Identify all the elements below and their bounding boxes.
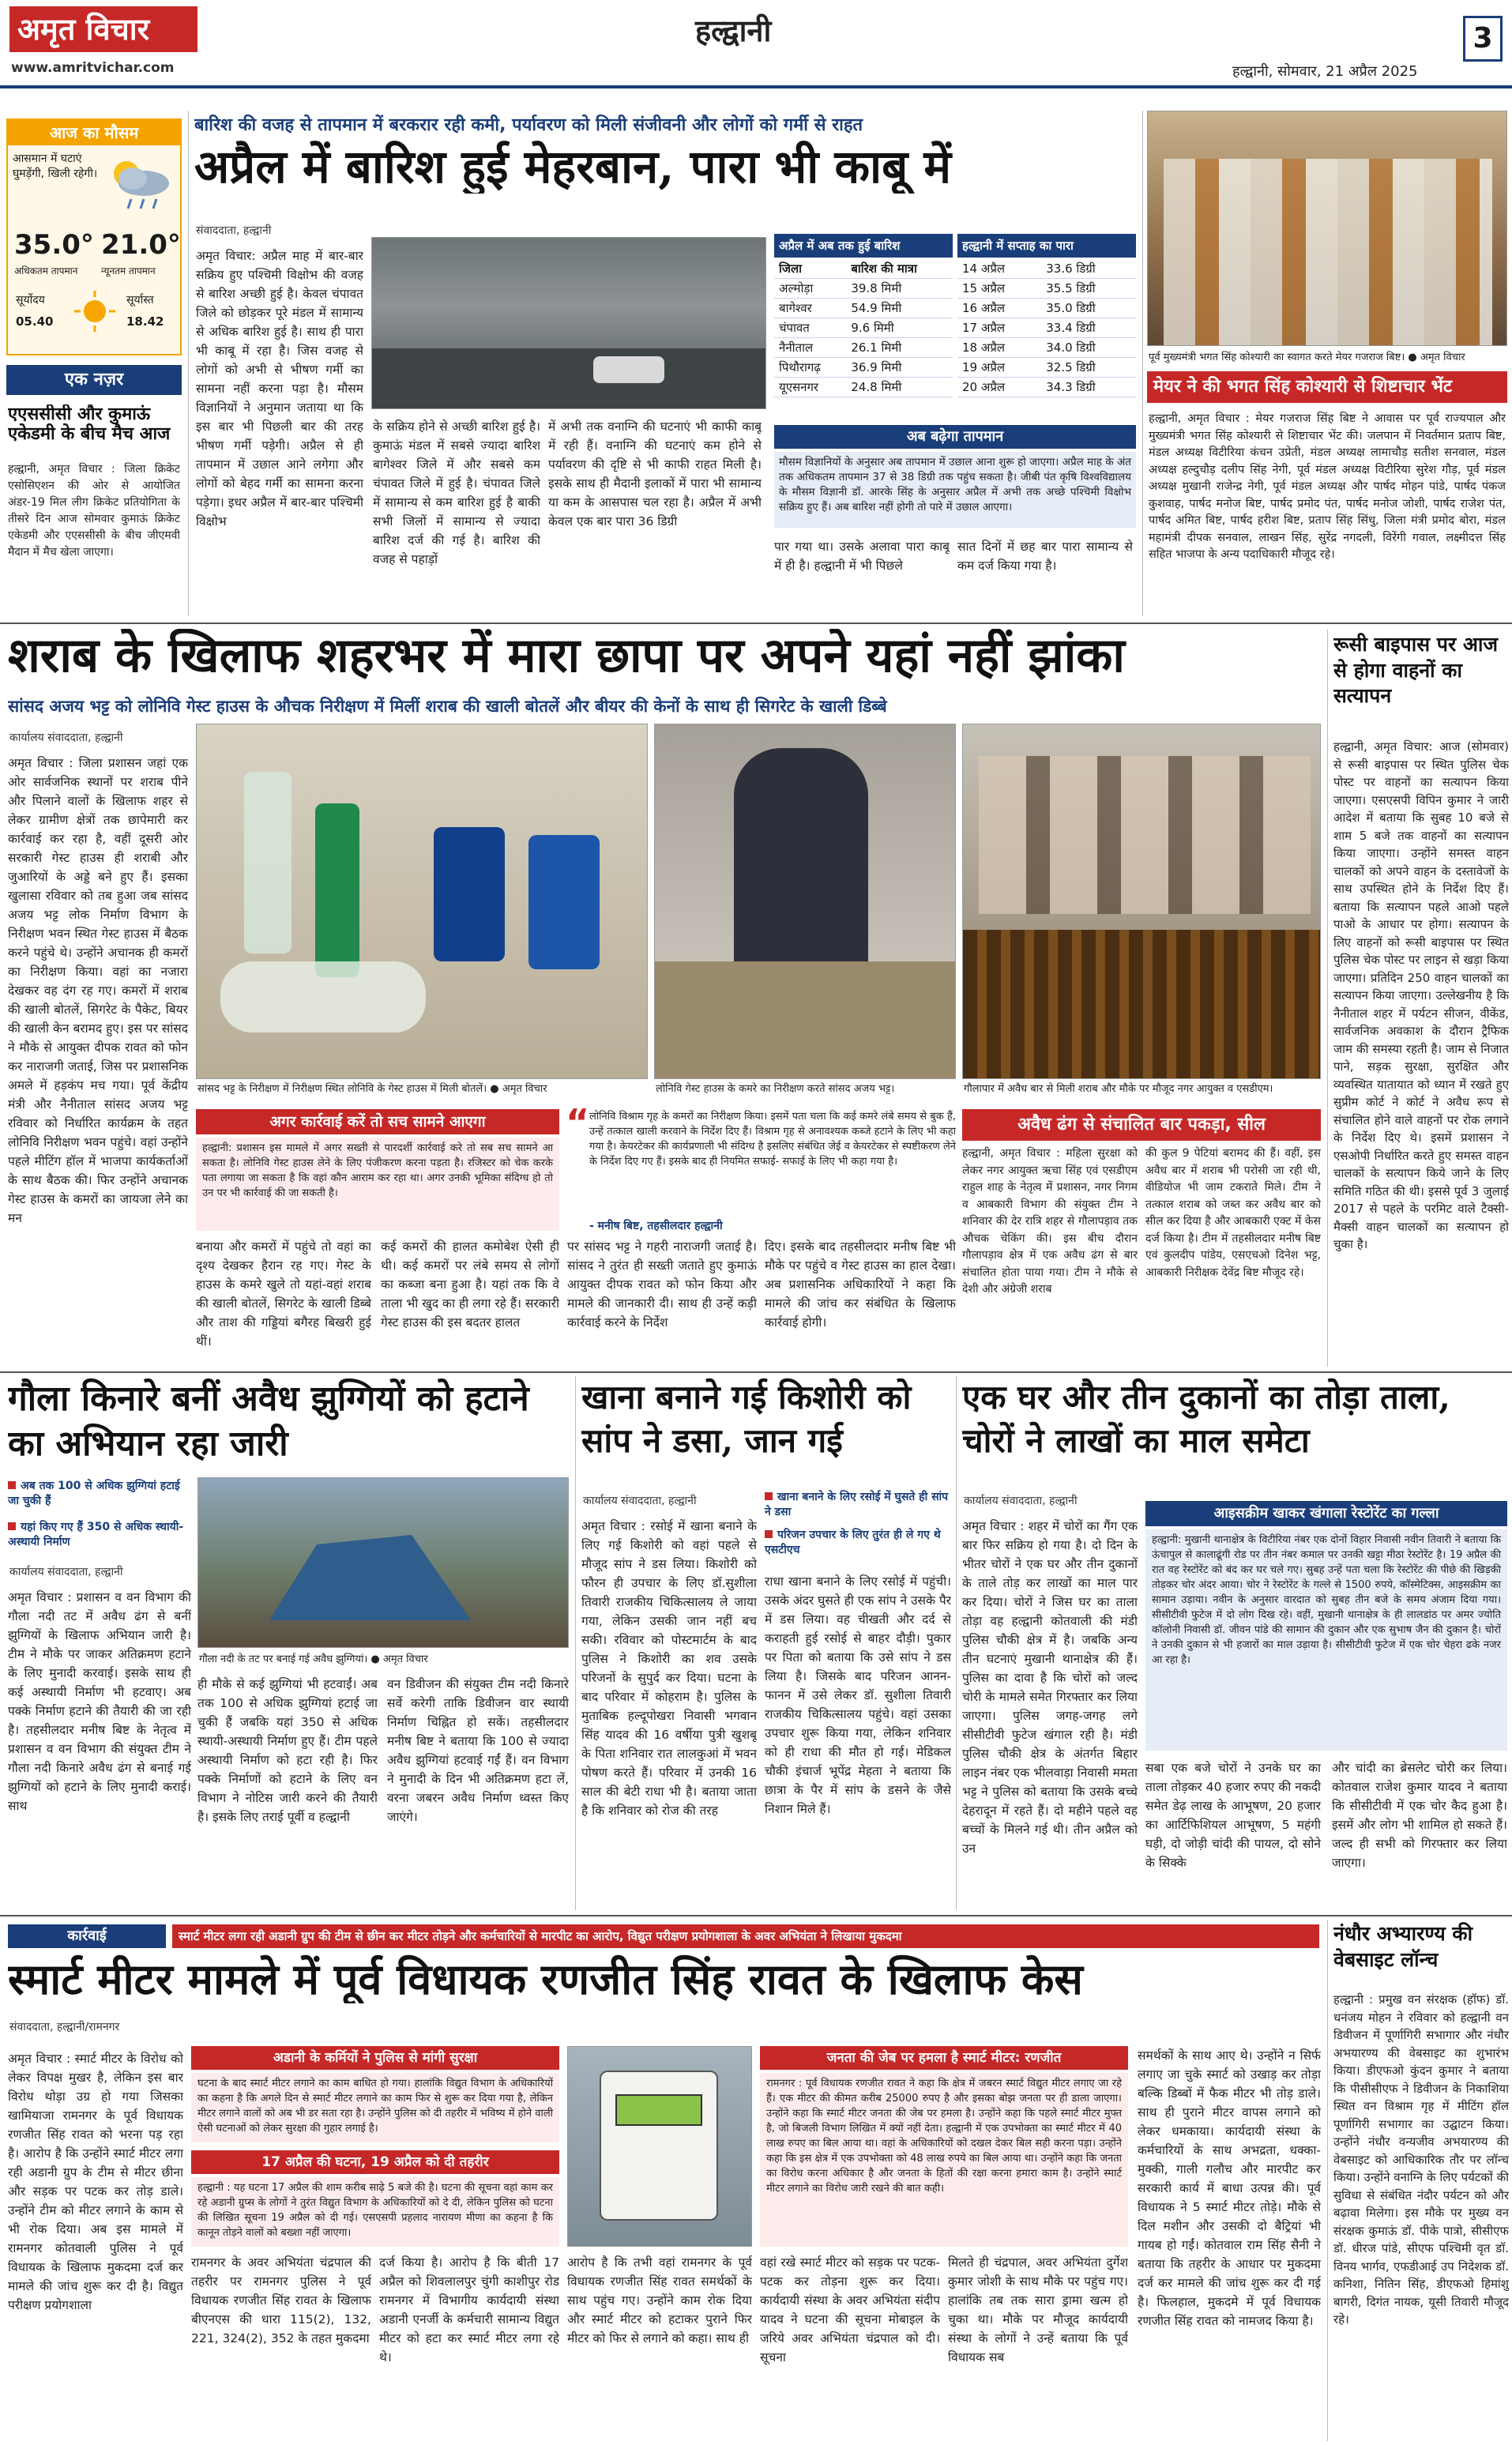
table-cell: 17 अप्रैल [957,318,1041,338]
bottle-plastic [220,961,426,1033]
rain-table-title: अप्रैल में अब तक हुई बारिश [774,234,953,258]
inspection-shelf [655,961,956,1079]
temp-table-title: हल्द्वानी में सप्ताह का पारा [957,234,1136,258]
mayor-body: हल्द्वानी, अमृत विचार : मेयर गजराज सिंह बिष्ट ने आवास पर पूर्व राज्यपाल और मुख्यमंत्री भगत सिंह कोश्यारी से शिष्टाचार भेंट की। जलपान में निवर्तमान प्रताप बिष्ट, मंडल अध्यक्ष विटीरिया कंचन उप्रेती, मंडल अध्यक्ष लामाचौड़ सतीश सनवाल, मंडल अध्यक्ष हल्दुचौड़ दलीप सिंह नेगी, पूर्व मंडल अध्यक्ष विटीरिया सुरेश गौड़, पूर्व मंडल अध्यक्ष मुखानी राजेन्द्र नेगी, पूर्व मंडल अध्यक्ष और पार्षद मोहन पांडे, पार्षद पंकज कुशवाह, पार्षद मनोज बिष्ट, पार्षद प्रमोद पंत, पार्षद मनोज जोशी, पार्षद राजेश पंत, पार्षद अमित बिष्ट, पार्षद हरीश बिष्ट, प्रताप सिंह सिंधु, जिला मंत्री प्रमोद बोरा, मंडल महामंत्री दीपक सनवाल, लाखन सिंह, सुरेंद्र नगदली, विरेंगी गवाल, लक्ष्मीदत्त सिंह सहित भाजपा के अन्य पदाधिकारी मौजूद रहे। [1149,412,1506,561]
table-cell: 9.6 मिमी [846,318,953,338]
story1-col4: पार गया था। उसके अलावा पारा काबू में ही है। हल्द्वानी में भी पिछले [774,540,950,573]
mayor-photo-crowd [1164,159,1492,346]
table-cell: 32.5 डिग्री [1041,358,1136,378]
table-cell: 15 अप्रैल [957,279,1041,299]
divider [0,623,1512,624]
table-cell: 54.9 मिमी [846,299,953,318]
bullet-icon [8,1522,16,1530]
nandhaur-headline: नंधौर अभ्यारण्य की वेबसाइट लॉन्च [1333,1922,1473,1971]
meter-col4: आरोप है कि तभी वहां रामनगर के पूर्व विधायक रणजीत सिंह रावत समर्थकों के साथ पहुंच गए। उन्होंने काम रोक दिया और स्मार्ट मीटर को हटाकर पुराने फिर मीटर को फिर से लगाने को कहा। साथ ही [567,2255,752,2345]
box2-col-b: की कुल 9 पेटियां बरामद की हैं। वहीं, इस अवैध बार में शराब भी परोसी जा रही थी, वीडियोज भी जाम टकराते मिले। टीम ने तत्काल शराब को जब्त कर अवैध बार को सील कर दिया है और आबकारी एक्ट में केस दर्ज किया है। टीम में तहसीलदार मनीष बिष्ट एवं कुलदीप पांडेय, एसएचओ दिनेश भट्ट, आबकारी निरीक्षक देवेंद्र बिष्ट मौजूद रहे। [1145,1147,1321,1279]
meter-kicker: स्मार्ट मीटर लगा रही अडानी ग्रुप की टीम से छीन कर मीटर तोड़ने और कर्मचारियों से मारपीट का आरोप, विद्युत परीक्षण प्रयोगशाला के अवर अभियंता ने लिखाया मुकदमा [172,1924,1319,1948]
smart-meter-photo [567,2046,752,2247]
table-row [774,259,953,279]
slum-tent [246,1525,483,1620]
sunrise-label: सूर्योदय [16,294,45,307]
meter-box1-body: घटना के बाद स्मार्ट मीटर लगाने का काम बाधित हो गया। हालांकि विद्युत विभाग के अधिकारियों का कहना है कि अगले दिन से स्मार्ट मीटर लगाने का काम फिर से शुरू कर दिया गया है, लेकिन मीटर लगाने वालों को अब भी डर सता रहा है। उन्होंने पुलिस को दी तहरीर में भविष्य में होने वाली ऐसी घटनाओं को लेकर सुरक्षा की गुहार लगाई है। [191,2073,559,2142]
story2-headline: शराब के खिलाफ शहरभर में मारा छापा पर अपने यहां नहीं झांका [8,629,1125,683]
rain-photo-car [593,356,664,383]
inspection-caption: लोनिवि गेस्ट हाउस के कमरे का निरीक्षण करते सांसद अजय भट्ट। [656,1083,895,1095]
table-cell: यूएसनगर [774,378,846,397]
bottles-photo [196,724,648,1079]
meter-col1: अमृत विचार : स्मार्ट मीटर के विरोध को लेकर विपक्ष मुखर है, लेकिन इस बार विरोध थोड़ा उग्र हो गया जिसका खामियाजा रामनगर के पूर्व विधायक रणजीत सिंह रावत को भरना पड़ रहा है। आरोप है कि उन्होंने स्मार्ट मीटर लगा रही अडानी ग्रुप के टीम से मीटर छीना और सड़क पर पटक कर तोड़ डाले। उन्होंने टीम को मीटर लगाने के काम से भी रोक दिया। अब इस मामले में रामनगर कोतवाली पुलिस ने पूर्व विधायक के खिलाफ मुकदमा दर्ज कर मामले की जांच शुरू कर दी है। विद्युत परीक्षण प्रयोगशाला [8,2052,183,2312]
table-cell: 35.0 डिग्री [1041,299,1136,318]
quote-mark: “ [566,1101,590,1144]
gaula-col2: ही मौके से कई झुग्गियां भी हटवाईं। अब तक 100 से अधिक झुग्गियां हटाई जा चुकी हैं जबकि यहां 350 से अधिक स्थायी-अस्थायी निर्माण हुए हैं। टीम पहले अस्थायी निर्माण को हटा रही है। फिर पक्के निर्माणों को हटाने के लिए वन विभाग ने नोटिस जारी करने की तैयारी है। इसके लिए तराई पूर्वी व हल्द्वानी [197,1677,378,1824]
bottle-glass [244,772,291,954]
meter-headline: स्मार्ट मीटर मामले में पूर्व विधायक रणजीत सिंह रावत के खिलाफ केस [8,1954,1083,2004]
rain-table [774,259,953,397]
gaula-bullet-2 [8,1520,191,1550]
sunrise-time: 05.40 [16,314,54,329]
page-number: 3 [1463,16,1503,62]
table-cell: 20 अप्रैल [957,378,1041,397]
table-row [957,318,1136,338]
story1-col2: के सक्रिय होने से अच्छी बारिश हुई है। कुमाऊं मंडल में सबसे ज्यादा बारिश बागेश्वर जिले में और सबसे कम चंपावत जिले में हुई है। चंपावत जिले में सामान्य से कम बारिश हुई है बाकी सभी जिलों में सामान्य से ज्यादा बारिश दर्ज की गई है। बारिश की वजह से पहाड़ों [373,419,540,566]
snake-bullet-1-text: खाना बनाने के लिए रसोई में घुसते ही सांप ने डसा [765,1491,949,1518]
story1-col5: सात दिनों में छह बार पारा सामान्य से कम दर्ज किया गया है। [957,540,1133,573]
theft-box-title: आइसक्रीम खाकर खंगाला रेस्टोरेंट का गल्ला [1145,1501,1507,1526]
story2-byline: कार्यालय संवाददाता, हल्द्वानी [9,732,123,744]
sun-icon [73,289,117,333]
story2-col2b: कई कमरों की हालत कमोबेश ऐसी ही थी। कई कमरों पर लंबे समय से लोगों का कब्जा बना हुआ है। यहां तक कि वे ताला भी खुद का ही लगा रहे हैं। सरकारी गेस्ट हाउस की इस बदतर हालत [381,1239,559,1330]
table-row [774,378,953,397]
gaula-col1: अमृत विचार : प्रशासन व वन विभाग की गौला नदी तट में अवैध ढंग से बनीं झुग्गियों के खिलाफ अभियान जारी है। टीम ने मौके पर जाकर अतिक्रमण हटाने के लिए मुनादी करवाई। इसके साथ ही कई अस्थायी निर्माण भी हटवाए। अब पक्के निर्माण हटाने की तैयारी की जा रही है। तहसीलदार मनीष बिष्ट के नेतृत्व में प्रशासन व वन विभाग की संयुक्त टीम ने गौला नदी किनारे अवैध ढंग से बनाई गई झुग्गियों को हटाने के लिए मुनादी कराई। साथ [8,1590,191,1813]
table-cell: 19 अप्रैल [957,358,1041,378]
mayor-photo [1147,111,1507,346]
theft-box-body: हल्द्वानी: मुखानी थानाक्षेत्र के विटीरिया नंबर एक दोनों विहार निवासी नवीन तिवारी ने बताया कि ऊंचापुल से कालाढूंगी रोड पर तीन नंबर कमाल पर उनकी खट्टा मीठा रेस्टोरेंट है। 19 अप्रैल की रात वह रेस्टोरेंट को बंद कर घर चले गए। सुबह उन्हें पता चला कि रेस्टोरेंट की पीछे की खिड़की तोड़कर चोर अंदर आया। चोर ने रेस्टोरेंट के गल्ले से 1500 रुपये, कॉस्मेटिक्स, आइसक्रीम का सामान उड़ाया। नवीन के अनुसार वारदात को सुबह तीन बजे के समय अंजाम दिया गया। सीसीटीवी फुटेज में दो लोग दिख रहे। वहीं, मुखानी थानाक्षेत्र के ही लालडांठ पर अमर ज्योति कॉलोनी निवासी डॉ. जीवन पांडे की सामान की दुकान और एक सुभाष जैन की दुकान है। चोरों ने उनकी दुकान से भी हजारों का माल उड़ाया है। सीसीटीवी फुटेज में एक चोर चेहरा ढके नजर आ रहा है। [1145,1529,1507,1751]
table-row [957,378,1136,397]
min-temp: 21.0° [101,229,181,261]
snake-headline: खाना बनाने गई किशोरी को सांप ने डसा, जान गई [581,1378,912,1460]
story2-subhead: सांसद अजय भट्ट को लोनिवि गेस्ट हाउस के औचक निरीक्षण में मिलीं शराब की खाली बोतलें और बीयर की केनों के साथ ही सिगरेट के खाली डिब्बे [8,697,887,716]
divider [1327,1920,1328,2441]
bar-raid-people [979,756,1311,914]
table-cell: 14 अप्रैल [957,259,1041,279]
sunset-time: 18.42 [126,314,164,329]
table-row [957,358,1136,378]
can-blue [528,835,600,969]
table-header-cell: बारिश की मात्रा [846,259,953,279]
quote-attribution: - मनीष बिष्ट, तहसीलदार हल्द्वानी [589,1220,723,1232]
cloud-rain-icon [101,152,176,215]
table-cell: 24.8 मिमी [846,378,953,397]
theft-col2: सबा एक बजे चोरों ने उनके घर का ताला तोड़कर 40 हजार रुपए की नकदी समेत डेढ़ लाख के आभूषण, 20 हजार का आर्टिफिशियल आभूषण, 5 महंगी घड़ी, दो जोड़ी चांदी की पायल, दो सोने के सिक्के [1145,1761,1321,1870]
weather-forecast: आसमान में घटाएं घुमड़ेंगी, खिली रहेगी। [13,152,98,180]
mayor-headline: मेयर ने की भगत सिंह कोश्यारी से शिष्टाचार भेंट [1147,371,1507,403]
meter-col2: रामनगर के अवर अभियंता चंद्रपाल की तहरीर पर रामनगर पुलिस ने पूर्व विधायक रणजीत सिंह रावत के खिलाफ बीएनएस की धारा 115(2), 132, 221, 324(2), 352 के तहत मुकदमा [191,2255,371,2345]
story1-kicker: बारिश की वजह से तापमान में बरकरार रही कमी, पर्यावरण को मिली संजीवनी और लोगों को गर्मी से राहत [194,115,863,135]
table-cell: 33.4 डिग्री [1041,318,1136,338]
meter-col7: समर्थकों के साथ आए थे। उन्होंने न सिर्फ लगाए जा चुके स्मार्ट को उखाड़ कर तोड़ा बल्कि डिब्बों में फैक मीटर भी तोड़ डाले। साथ ही पुराने मीटर वापस लगाने को लेकर धमकाया। कार्यदायी संस्था के कर्मचारियों के साथ अभद्रता, धक्का-मुक्की, गाली गलौच और मारपीट कर सरकारी कार्य में बाधा उत्पन्न की। पूर्व विधायक ने 5 स्मार्ट मीटर तोड़े। मौके से दिल मशीन और उसकी दो बैट्रियां भी गायब हो गईं। कोतवाल राम सिंह सैनी ने बताया कि तहरीर के आधार पर मुकदमा दर्ज कर मामले की जांच शुरू कर दी गई है। फिलहाल, मुकदमे में पूर्व विधायक रणजीत सिंह रावत को नामजद किया है। [1138,2048,1321,2328]
divider [0,1915,1512,1917]
heat-box-title: अब बढ़ेगा तापमान [774,425,1136,449]
table-cell: 16 अप्रैल [957,299,1041,318]
meter-col3: दर्ज किया है। आरोप है कि बीती 17 अप्रैल को शिवलालपुर चुंगी काशीपुर रोड रामनगर में विभागीय कार्यदायी संस्था अडानी एनर्जी के कर्मचारी सामान्य विद्युत मीटर को हटा कर स्मार्ट मीटर लगा रहे थे। [379,2255,559,2364]
sunset-label: सूर्यास्त [126,294,154,307]
bullet-icon [765,1492,773,1500]
divider [1327,629,1328,1367]
weather-box [6,118,182,355]
max-temp: 35.0° [14,229,94,261]
table-row [774,299,953,318]
divider [188,111,189,616]
ek-nazar-label: एक नज़र [6,365,182,395]
table-cell: पिथौरागढ़ [774,358,846,378]
bottles-caption: सांसद भट्ट के निरीक्षण में निरीक्षण स्थित लोनिवि के गेस्ट हाउस में मिली बोतलें। ● अमृत विचार [197,1083,547,1095]
meter-tag: कार्रवाई [8,1924,166,1948]
snake-col2: राधा खाना बनाने के लिए रसोई में पहुंची। उसके अंदर घुसते ही एक सांप ने उसके पैर में डस लिया। वह चीखती और दर्द से कराहती हुई रसोई से बाहर दौड़ी। पुकार पर पिता को बताया कि उसे सांप ने डस लिया है। जिसके बाद परिजन आनन-फानन में उसे लेकर डॉ. सुशीला तिवारी राजकीय चिकित्सालय पहुंचे। वहां उसका उपचार शुरू किया गया, लेकिन शनिवार को ही राधा की मौत हो गई। मेडिकल चौकी इंचार्ज भूपेंद्र मेहता ने बताया कि छात्रा के पैर में सांप के डसने के जैसे निशान मिले हैं। [765,1574,951,1816]
theft-col1: अमृत विचार : शहर में चोरों का गैंग एक बार फिर सक्रिय हो गया है। दो दिन के भीतर चोरों ने एक घर और तीन दुकानों के ताले तोड़ कर लाखों का माल पार कर दिया। चोरों ने जिस घर का ताला तोड़ा वह हल्द्वानी कोतवाली की मंडी पुलिस चौकी क्षेत्र में है। जबकि अन्य तीन घटनाएं मुखानी थानाक्षेत्र की हैं। पुलिस का दावा है कि चोरों को जल्द चोरी के मामले समेत गिरफ्तार कर लिया जाएगा। पुलिस जगह-जगह लगे सीसीटीवी फुटेज खंगाल रही है। मंडी पुलिस चौकी क्षेत्र के अंतर्गत बिहार लाइन नंबर एक भीलवाड़ा निवासी ममता भट्ट ने पुलिस को बताया कि उसके बच्चे देहरादून में रहते हैं। दो महीने पहले वह बच्चों के मिलने गई थी। तीन अप्रैल को उन [962,1519,1138,1856]
box1-title: अगर कार्रवाई करें तो सच सामने आएगा [196,1109,559,1134]
slum-photo [197,1477,569,1648]
story2-col3b: दिए। इसके बाद तहसीलदार मनीष बिष्ट भी मौके पर पहुंचे व गेस्ट हाउस का हाल देखा। अब प्रशासनिक अधिकारियों ने कहा कि मामले की जांच कर संबंधित के खिलाफ कार्रवाई होगी। [765,1239,956,1330]
gaula-byline: कार्यालय संवाददाता, हल्द्वानी [9,1566,123,1578]
table-row [774,279,953,299]
max-temp-label: अधिकतम तापमान [14,265,78,276]
table-cell: अल्मोड़ा [774,279,846,299]
table-header-cell: जिला [774,259,846,279]
divider [0,1371,1512,1373]
table-row [957,299,1136,318]
rain-photo [371,237,766,409]
story1-col3: में अभी तक वनाग्नि की घटनाएं भी काफी काबू में रही हैं। वनाग्नि की घटनाएं कम होने से पर्यावरण की दृष्टि से भी काफी राहत मिली है। इसके साथ ही मैदानी इलाकों में पारा भी सामान्य या कम के आसपास चल रहा है। अप्रैल में अभी केवल एक बार पारा 36 डिग्री [548,419,762,528]
table-cell: 34.0 डिग्री [1041,338,1136,358]
story2-col3a: पर सांसद भट्ट ने गहरी नाराजगी जताई है। सांसद ने तुरंत ही सख्ती जताते हुए कुमाऊं आयुक्त दीपक रावत को फोन किया और मामले की जानकारी दी। साथ ही उन्हें कड़ी कार्रवाई करने के निर्देश [567,1239,757,1330]
table-cell: चंपावत [774,318,846,338]
meter-col6: मिलते ही चंद्रपाल, अवर अभियंता दुर्गेश कुमार जोशी के साथ मौके पर पहुंच गए। हालांकि तब तक सारा ड्रामा खत्म हो चुका था। मौके पर मौजूद कार्यदायी संस्था के लोगों ने उन्हें बताया कि पूर्व विधायक सब [948,2255,1128,2364]
meter-box3-title: जनता की जेब पर हमला है स्मार्ट मीटर: रणजीत [760,2046,1128,2070]
bar-raid-caption: गौलापार में अवैध बार से मिली शराब और मौके पर मौजूद नगर आयुक्त व एसडीएम। [964,1083,1273,1095]
theft-byline: कार्यालय संवाददाता, हल्द्वानी [964,1495,1078,1507]
table-cell: 35.5 डिग्री [1041,279,1136,299]
bar-raid-photo [962,724,1321,1079]
meter-box1-title: अडानी के कर्मियों ने पुलिस से मांगी सुरक्षा [191,2046,559,2070]
table-row [957,338,1136,358]
table-row [957,259,1136,279]
table-row [774,338,953,358]
ek-nazar-headline: एएससीसी और कुमाऊं एकेडमी के बीच मैच आज [8,404,171,445]
meter-box2-title: 17 अप्रैल की घटना, 19 अप्रैल को दी तहरीर [191,2150,559,2174]
story2-col1: अमृत विचार : जिला प्रशासन जहां एक ओर सार्वजनिक स्थानों पर शराब पीने और पिलाने वालों के खिलाफ शहर से लेकर ग्रामीण क्षेत्रों तक छापेमारी कर कार्रवाई कर रहा है, वहीं दूसरी ओर सरकारी गेस्ट हाउस ही शराबी और जुआरियों के अड्डे बने हुए हैं। इसका खुलासा रविवार को तब हुआ जब सांसद अजय भट्ट लोक निर्माण विभाग के निरीक्षण भवन स्थित गेस्ट हाउस में बैठक करने पहुंचे थे। उन्होंने अचानक ही कमरों का निरीक्षण किया। वहां का नजारा देखकर वह दंग रह गए। कमरों में शराब की खाली बोतलें, सिगरेट के पैकेट, बियर की खाली केन बरामद हुए। इस पर सांसद ने मौके से आयुक्त दीपक रावत को फोन कर नाराजगी जताई, जिस पर प्रशासनिक अमले में हड़कंप मच गया। पूर्व केंद्रीय मंत्री और नैनीताल सांसद अजय भट्ट रविवार को निर्धारित कार्यक्रम के तहत लोनिवि निरीक्षण भवन पहुंचे। वहां उन्होंने पहले मीटिंग हॉल में भाजपा कार्यकर्ताओं के साथ बैठक की। फिर उन्होंने अचानक गेस्ट हाउस के कमरों का जायजा लेने का मन [8,756,188,1225]
snake-bullet-2 [765,1528,951,1558]
table-cell: 26.1 मिमी [846,338,953,358]
table-cell: नैनीताल [774,338,846,358]
nandhaur-body: हल्द्वानी : प्रमुख वन संरक्षक (हॉफ) डॉ. धनंजय मोहन ने रविवार को हल्द्वानी वन डिवीजन में पूर्णागिरी सभागार और नंधौर अभयारण्य की वेबसाइट का शुभारंभ किया। डीएफओ कुंदन कुमार ने बताया कि पीसीसीएफ ने डिवीजन के निकाशिया स्थित वन विश्राम गृह में मीटिंग हॉल पूर्णागिरी सभागार का उद्घाटन किया। उन्होंने नंधौर वन्यजीव अभयारण्य की वेबसाइट को आधिकारिक तौर पर लॉन्च किया। उन्होंने वनाग्नि के लिए पर्यटकों की सुविधा से संबंधित नंदौर पर्यटन को और बढ़ावा मिलेगा। इस मौके पर मुख्य वन संरक्षक कुमाऊं डॉ. पीके पात्रो, सीसीएफ डॉ. धीरज पांडे, सीएफ पश्चिमी वृत डॉ. विनय भार्गव, एफडीआई उप निदेशक डॉ. कनिशा, नितिन सिंह, डीएफओ हिमांशु बागरी, दिगंत नायक, यूसी तिवारी मौजूद रहे। [1333,1992,1509,2327]
bottle-green [315,803,359,977]
bypass-headline: रूसी बाइपास पर आज से होगा वाहनों का सत्यापन [1333,633,1499,707]
meter-device [600,2071,718,2221]
bullet-icon [8,1481,16,1489]
tahsildar-quote: लोनिवि विश्राम गृह के कमरों का निरीक्षण किया। इसमें पता चला कि कई कमरे लंबे समय से बुक हैं, उन्हें तत्काल खाली करवाने के निर्देश दिए हैं। विश्राम गृह से अनावश्यक कब्जे हटाने के लिए भी कहा गया है। केयरटेकर की कार्यप्रणाली भी संदिग्ध है इसलिए संबंधित जेई व केयरटेकर से स्पष्टीकरण लेने के निर्देश दिए गए हैं। इसके बाद ही नियमित सफाई- सफाई के लिए भी कहा गया है। [589,1111,956,1168]
header-rule [0,85,1512,88]
meter-box3-body: रामनगर : पूर्व विधायक रणजीत रावत ने कहा कि क्षेत्र में जबरन स्मार्ट विद्युत मीटर लगाए जा रहे हैं। एक मीटर की कीमत करीब 25000 रुपए है और इसका बोझ जनता पर ही डाला जाएगा। उन्होंने कहा कि स्मार्ट मीटर जनता की जेब पर हमला है। उन्होंने कहा कि पहले स्मार्ट मीटर मुफ्त है, जो बिजली विभाग लिखित में क्यों नहीं देता। हल्द्वानी में एक उपभोक्ता का स्मार्ट मीटर में 40 लाख रुपए का बिल आया था। वहां के अधिकारियों को दखल देकर बिल सही करना पड़ा। उन्होंने कहा कि इस क्षेत्र में एक उपभोक्ता को 48 लाख रुपये का बिल आया था। उन्होंने कहा कि जनता का विरोध करना अधिकार है और जनता के हितों की रक्षा करना हमारा काम है। उन्होंने स्मार्ट मीटर लगाने का विरोध जारी रखने की बात कही। [760,2073,1128,2247]
meter-col5: वहां रखे स्मार्ट मीटर को सड़क पर पटक-पटक कर तोड़ना शुरू कर दिया। कार्यदायी संस्था के अवर अभियंता संदीप यादव ने घटना की सूचना मोबाइल के जरिये अवर अभियंता चंद्रपाल को दी। सूचना [760,2255,940,2364]
bypass-body: हल्द्वानी, अमृत विचार: आज (सोमवार) से रूसी बाइपास पर स्थित पुलिस चेक पोस्ट पर वाहनों का सत्यापन किया जाएगा। एसएसपी विपिन कुमार ने जारी आदेश में बताया कि सुबह 10 बजे से शाम 5 बजे तक वाहनों का सत्यापन किया जाएगा। उन्होंने समस्त वाहन चालकों को अपने वाहन के दस्तावेजों के साथ उपस्थित होने के निर्देश दिए हैं। बताया कि सत्यापन पहले आओ पहले पाओ के आधार पर होगा। सत्यापन के लिए वाहनों को रूसी बाइपास पर स्थित पुलिस चेक पोस्ट पर लाइन से खड़ा किया जाएगा। प्रतिदिन 250 वाहन चालकों का सत्यापन किया जाएगा। उल्लेखनीय है कि नैनीताल शहर में पर्यटन सीजन, वीकेंड, सार्वजनिक अवकाश के दौरान ट्रैफिक जाम की समस्या रहती है। जाम से निजात पाने, सड़क सुरक्षा, सुरक्षित और व्यवस्थित यातायात को ध्यान में रखते हुए सुप्रीम कोर्ट ने कोर्ट ने अवैध रूप से संचालित होने वाले वाहनों पर रोक लगाने के निर्देश दिए थे। इसमें प्रशासन ने एसओपी निर्धारित करते हुए समस्त वाहन चालकों के सत्यापन किये जाने के लिए समिति गठित की थी। इससे पूर्व 3 जुलाई 2017 से पहले के परमिट वाले टैक्सी-मैक्सी वाहन चालकों का सत्यापन हो चुका है। [1333,739,1509,1251]
box2-title: अवैध ढंग से संचालित बार पकड़ा, सील [962,1109,1321,1141]
meter-byline: संवाददाता, हल्द्वानी/रामनगर [9,2021,120,2033]
meter-display [615,2094,702,2126]
section-title: हल्द्वानी [695,13,772,48]
story2-col2a: बनाया और कमरों में पहुंचे तो वहां का दृश्य देखकर हैरान रह गए। गेस्ट के हाउस के कमरे खुले तो यहां-वहां शराब की खाली बोतलें, सिगरेट के खाली डिब्बे और ताश की गड्डियां बगैरह बिखरी हुई थीं। [196,1239,371,1349]
site-url: www.amritvichar.com [11,60,175,76]
divider [956,1376,957,1910]
min-temp-label: न्यूनतम तापमान [101,265,156,276]
masthead [0,0,1512,95]
box1-body: हल्द्वानी: प्रशासन इस मामले में अगर सख्ती से पारदर्शी कार्रवाई करे तो सब सच सामने आ सकता है। लोनिवि गेस्ट हाउस लेने के लिए पंजीकरण करना पड़ता है। रजिस्टर को चेक करके पता लगाया जा सकता है कि वहां कौन आराम कर रहा था। अगर उनकी भूमिका संदिग्ध हो तो उन पर भी कार्रवाई की जा सकती है। [196,1138,559,1231]
theft-headline: एक घर और तीन दुकानों का तोड़ा ताला, चोरों ने लाखों का माल समेटा [962,1378,1450,1460]
snake-bullet-2-text: परिजन उपचार के लिए तुरंत ही ले गए थे एसटीएच [765,1529,941,1556]
heat-box-body: मौसम विज्ञानियों के अनुसार अब तापमान में उछाल आना शुरू हो जाएगा। अप्रैल माह के अंत तक अधिकतम तापमान 37 से 38 डिग्री तक पहुंच सकता है। जीबी पंत कृषि विश्वविद्यालय के मौसम विज्ञानी डॉ. आरके सिंह के अनुसार अप्रैल में अभी तक अच्छे पश्चिमी विक्षोभ सक्रिय हुए हैं। अब बारिश नहीं होगी तो पारे में उछाल आएगा। [774,452,1136,528]
rain-photo-road [372,348,766,409]
temp-table [957,259,1136,397]
table-cell: 34.3 डिग्री [1041,378,1136,397]
table-row [774,318,953,338]
theft-col3: और चांदी का ब्रेसलेट चोरी कर लिया। कोतवाल राजेश कुमार यादव ने बताया कि सीसीटीवी में एक चोर कैद हुआ है। इसमें और लोग भी शामिल हो सकते हैं। जल्द ही सभी को गिरफ्तार कर लिया जाएगा। [1332,1761,1507,1870]
slum-caption: गौला नदी के तट पर बनाई गई अवैध झुग्गियां। ● अमृत विचार [199,1653,428,1665]
divider [575,1376,576,1910]
bullet-icon [765,1530,773,1538]
story1-col1: अमृत विचार: अप्रैल माह में बार-बार सक्रिय हुए पश्चिमी विक्षोभ की वजह से बारिश अच्छी हुई है। केवल चंपावत जिले को छोड़कर पूरे मंडल में सामान्य से अधिक बारिश हुई है। साथ ही पारा भी काबू में रहा है। जिस वजह से लोगों को अभी से भीषण गर्मी का सामना नहीं करना पड़ा है। मौसम विज्ञानियों ने अनुमान जताया था कि इस बार भी पिछली बार की तरह भीषण गर्मी पड़ेगी। अप्रैल से ही तापमान में उछाल आने लगेगा और लोगों को बेहद गर्मी का सामना करना पड़ेगा। इधर अप्रैल में बार-बार पश्चिमी विक्षोभ [196,249,363,528]
story1-byline: संवाददाता, हल्द्वानी [196,224,272,237]
gaula-bullet-1 [8,1479,191,1509]
inspection-photo [654,724,956,1079]
table-cell: 36.9 मिमी [846,358,953,378]
gaula-bullet-1-text: अब तक 100 से अधिक झुग्गियां हटाई जा चुकी हैं [8,1480,180,1507]
story1-headline: अप्रैल में बारिश हुई मेहरबान, पारा भी काबू में [194,141,952,194]
table-cell: बागेश्वर [774,299,846,318]
table-cell: 18 अप्रैल [957,338,1041,358]
table-row [957,279,1136,299]
gaula-bullet-2-text: यहां किए गए हैं 350 से अधिक स्थायी-अस्थायी निर्माण [8,1521,184,1548]
table-cell: 33.6 डिग्री [1041,259,1136,279]
gaula-headline: गौला किनारे बनीं अवैध झुग्गियों को हटाने का अभियान रहा जारी [8,1379,529,1465]
mayor-caption: पूर्व मुख्यमंत्री भगत सिंह कोश्यारी का स्वागत करते मेयर गजराज बिष्ट। ● अमृत विचार [1149,352,1465,363]
dateline: हल्द्वानी, सोमवार, 21 अप्रैल 2025 [1232,63,1418,80]
table-row [774,358,953,378]
snake-col1: अमृत विचार : रसोई में खाना बनाने के लिए गई किशोरी को वहां पहले से मौजूद सांप ने डस लिया। किशोरी को फौरन ही उपचार के लिए डॉ.सुशीला तिवारी राजकीय चिकित्सालय ले जाया गया, लेकिन उसकी जान नहीं बच सकी। रविवार को पोस्टमार्टम के बाद पुलिस ने किशोरी का शव उसके परिजनों के सुपुर्द कर दिया। घटना के बाद परिवार में कोहराम है। पुलिस के मुताबिक हल्दूपोखरा निवासी भगवान सिंह यादव की 16 वर्षीया पुत्री खुशबू के पिता शनिवार रात लालकुआं में भवन पोषण करते हैं। परिवार में उनकी 16 साल की बेटी राधा भी है। बताया जाता है कि शनिवार को रोज की तरह [581,1519,757,1818]
ek-nazar-body: हल्द्वानी, अमृत विचार : जिला क्रिकेट एसोसिएशन की ओर से आयोजित अंडर-19 मिल लीग क्रिकेट प्रतियोगिता के तीसरे दिन आज सोमवार कुमाऊं क्रिकेट एकेडमी और एएससीसी के बीच जीएमवी मैदान में मैच खेला जाएगा। [8,463,180,559]
box2-col-a: हल्द्वानी, अमृत विचार : महिला सुरक्षा को लेकर नगर आयुक्त ऋचा सिंह एवं एसडीएम राहुल शाह के नेतृत्व में प्रशासन, नगर निगम व आबकारी विभाग की संयुक्त टीम ने शनिवार की देर रात्रि शहर से गौलापड़ाव तक औचक चेकिंग की। इस बीच दौरान गौलापड़ाव क्षेत्र में एक अवैध ढंग से बार संचालित होता पाया गया। टीम ने मौके से देशी और अंग्रेजी शराब [962,1147,1138,1296]
snake-bullet-1 [765,1490,951,1520]
snake-byline: कार्यालय संवाददाता, हल्द्वानी [583,1495,697,1507]
brand-name: अमृत विचार [17,11,150,47]
table-cell: 39.8 मिमी [846,279,953,299]
bar-raid-bottles [963,930,1321,1079]
divider [1142,111,1143,616]
meter-box2-body: हल्द्वानी : यह घटना 17 अप्रैल की शाम करीब साढ़े 5 बजे की है। घटना की सूचना वहां काम कर रहे अडानी ग्रुप्स के लोगों ने तुरंत विद्युत विभाग के अधिकारियों को दे दी, लेकिन पुलिस को घटना की लिखित सूचना 19 अप्रैल को दी गई। एसएसपी प्रहलाद नारायण मीणा का कहना है कि कानून तोड़ने वालों को बख्शा नहीं जाएगा। [191,2177,559,2247]
can-blue [434,827,505,961]
weather-title: आज का मौसम [8,120,180,145]
gaula-col3: वन डिवीजन की संयुक्त टीम नदी किनारे सर्वे करेगी ताकि डिवीजन वार स्थायी निर्माण चिह्नित हो सकें। तहसीलदार मनीष बिष्ट ने बताया कि 100 से ज्यादा अवैध झुग्गियां हटवाई गईं हैं। वन विभाग ने मुनादी के दिन भी अतिक्रमण हटा लें, वरना जबरन अवैध निर्माण ध्वस्त किए जाएंगे। [387,1677,569,1824]
